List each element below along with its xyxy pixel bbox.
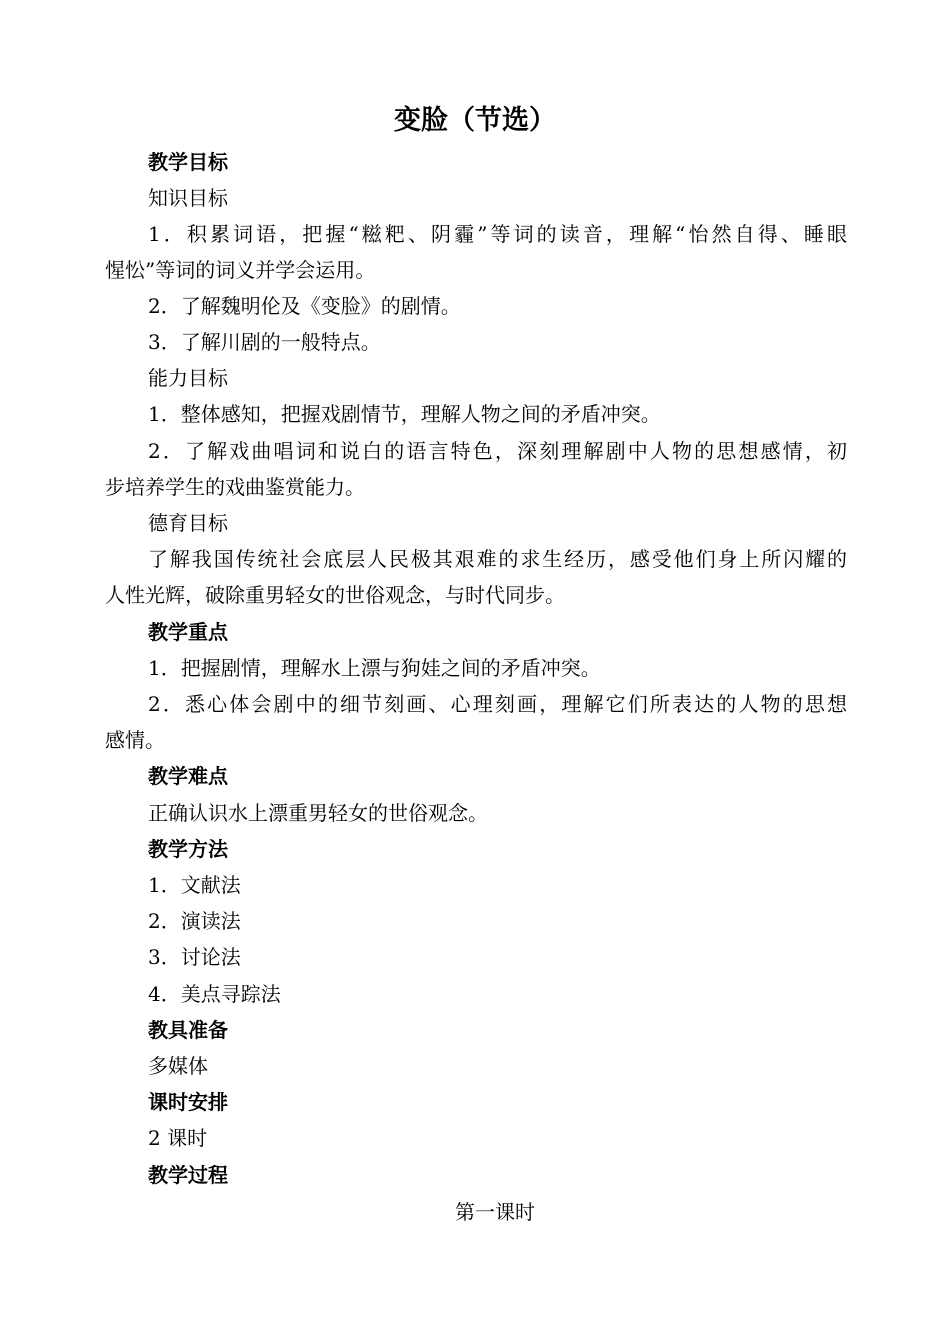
first-lesson-label: 第一课时 — [455, 1200, 535, 1224]
methods-heading: 教学方法 — [148, 837, 228, 861]
moral-objectives-heading: 德育目标 — [148, 511, 228, 535]
method-item-2: 2．演读法 — [148, 909, 241, 933]
knowledge-item-2: 2．了解魏明伦及《变脸》的剧情。 — [148, 294, 461, 318]
key-point-item-2-line-1: 2．悉心体会剧中的细节刻画、心理刻画，理解它们所表达的人物的思想 — [148, 692, 847, 716]
key-point-item-2-line-2: 感情。 — [105, 728, 165, 752]
schedule-heading: 课时安排 — [148, 1090, 228, 1114]
difficulty-heading: 教学难点 — [148, 764, 228, 788]
process-heading: 教学过程 — [148, 1163, 228, 1187]
method-item-4: 4．美点寻踪法 — [148, 982, 281, 1006]
key-point-item-1: 1．把握剧情，理解水上漂与狗娃之间的矛盾冲突。 — [148, 656, 601, 680]
tools-heading: 教具准备 — [148, 1018, 228, 1042]
ability-item-2-line-2: 步培养学生的戏曲鉴赏能力。 — [105, 475, 365, 499]
knowledge-item-1-line-2: 惺忪”等词的词义并学会运用。 — [105, 258, 376, 282]
schedule-text: 2 课时 — [148, 1126, 208, 1150]
ability-item-1: 1．整体感知，把握戏剧情节，理解人物之间的矛盾冲突。 — [148, 402, 661, 426]
key-points-heading: 教学重点 — [148, 620, 228, 644]
document-title: 变脸（节选） — [394, 105, 556, 136]
ability-item-2-line-1: 2．了解戏曲唱词和说白的语言特色，深刻理解剧中人物的思想感情，初 — [148, 439, 847, 463]
ability-objectives-heading: 能力目标 — [148, 366, 228, 390]
knowledge-item-1-line-1: 1．积累词语，把握“糍粑、阴霾”等词的读音，理解“怡然自得、睡眼 — [148, 222, 847, 246]
method-item-1: 1．文献法 — [148, 873, 241, 897]
tools-text: 多媒体 — [148, 1054, 208, 1078]
method-item-3: 3．讨论法 — [148, 945, 241, 969]
difficulty-text: 正确认识水上漂重男轻女的世俗观念。 — [148, 801, 488, 825]
moral-text-line-1: 了解我国传统社会底层人民极其艰难的求生经历，感受他们身上所闪耀的 — [148, 547, 847, 571]
objectives-heading: 教学目标 — [148, 150, 228, 174]
moral-text-line-2: 人性光辉，破除重男轻女的世俗观念，与时代同步。 — [105, 583, 565, 607]
knowledge-item-3: 3．了解川剧的一般特点。 — [148, 330, 381, 354]
knowledge-objectives-heading: 知识目标 — [148, 186, 228, 210]
